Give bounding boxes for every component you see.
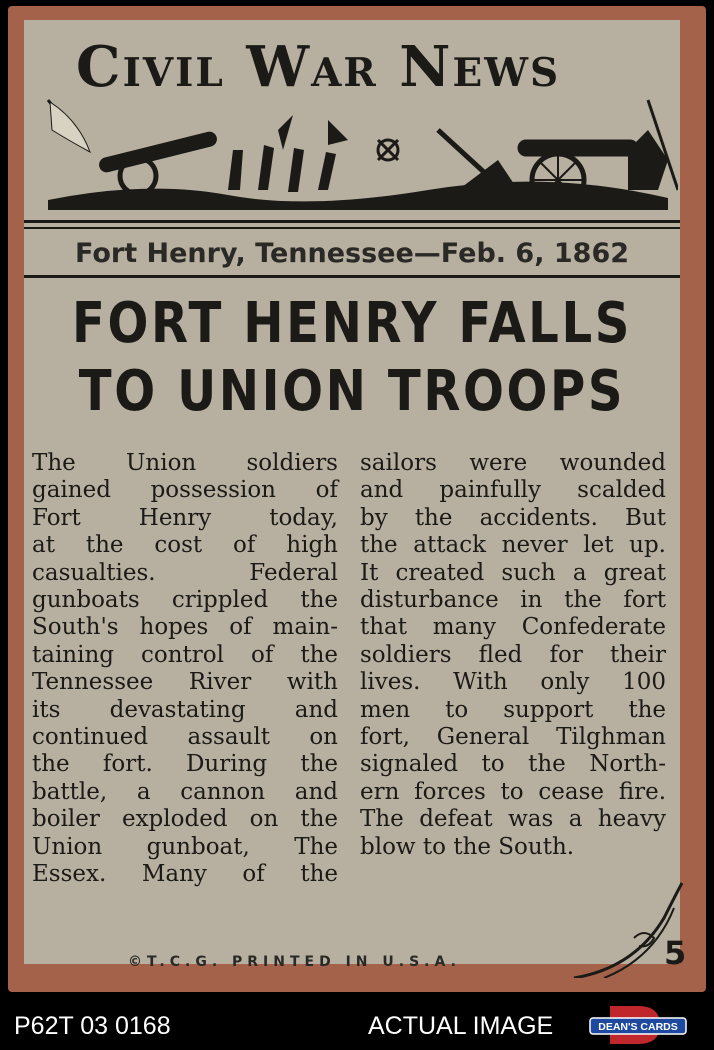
masthead-rule [24,220,680,223]
article-line: and painfully scalded [360,477,666,504]
article-line: gunboats crippled the [32,587,338,614]
article-line: casualties. Federal [32,559,338,586]
article-line: gained possession of [32,477,338,504]
article-line: South's hopes of main- [32,614,338,641]
trading-card [8,6,706,992]
copyright-line: ©T.C.G. PRINTED IN U.S.A. [128,954,461,970]
article-line: soldiers fled for their [360,641,666,668]
actual-image-label: ACTUAL IMAGE [368,1012,554,1040]
card-back-panel [24,20,687,972]
article-line: Essex. Many of the [32,861,338,888]
article-line: the fort. During the [32,751,338,778]
article-left-column [32,450,338,889]
article-line: the attack never let up. [360,532,666,559]
article-line: boiler exploded on the [32,806,338,833]
article-line: that many Confederate [360,614,666,641]
article-line: men to support the [360,696,666,723]
svg-text:DEAN'S CARDS: DEAN'S CARDS [598,1021,678,1033]
dateline: Fort Henry, Tennessee—Feb. 6, 1862 [74,238,630,269]
article-line: Tennessee River with [32,669,338,696]
headline-line-1: FORT HENRY FALLS [72,291,632,356]
masthead-title: Civil War News [76,34,561,100]
listing-sku: P62T 03 0168 [14,1012,171,1040]
masthead-rule-thin [24,227,680,229]
article-line: signaled to the North- [360,751,666,778]
article-right-column [360,450,666,861]
article-line: fort, General Tilghman [360,724,666,751]
article-line: at the cost of high [32,532,338,559]
article-line: lives. With only 100 [360,669,666,696]
article-line: It created such a great [360,559,666,586]
article-line: its devastating and [32,696,338,723]
article-line: blow to the South. [360,833,575,860]
masthead [24,20,680,210]
article-line: ern forces to cease fire. [360,778,666,805]
article-line: Fort Henry today, [32,504,338,531]
battle-scene-illustration [28,90,678,210]
article-line: The Union soldiers [32,450,338,476]
dateline-rule [24,275,680,278]
headline [70,290,634,426]
article-line: disturbance in the fort [360,587,666,614]
article-line: sailors were wounded [360,450,666,476]
article-line: battle, a cannon and [32,778,338,805]
article-line: continued assault on [32,724,338,751]
article-line: The defeat was a heavy [360,806,666,833]
article-line: Union gunboat, The [32,833,338,860]
headline-line-2: TO UNION TROOPS [78,359,626,424]
card-number: 5 [664,934,687,972]
article-line: taining control of the [32,641,338,668]
deans-cards-logo [588,1004,688,1046]
article-line: by the accidents. But [360,504,666,531]
